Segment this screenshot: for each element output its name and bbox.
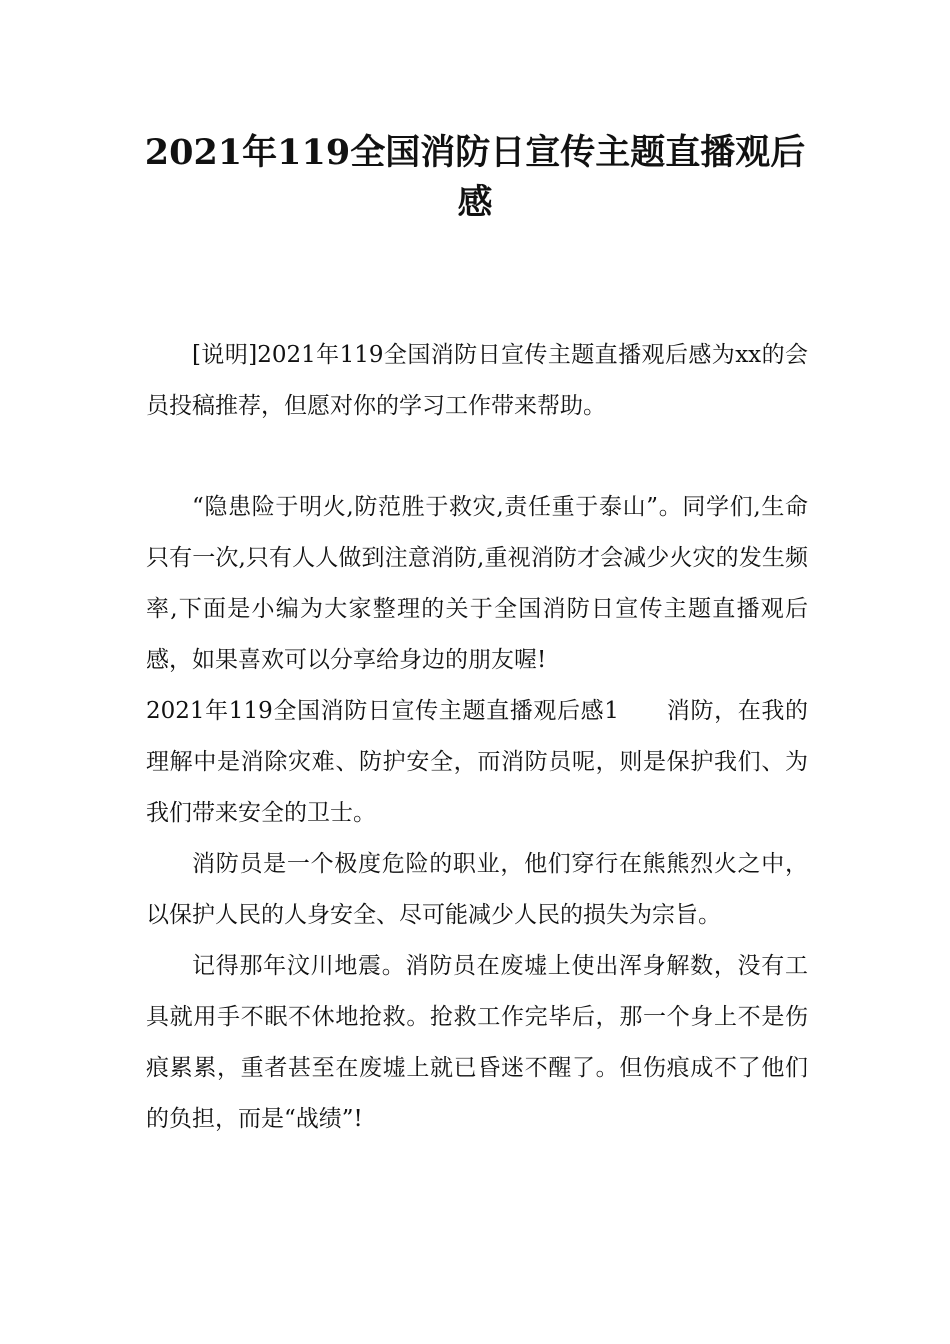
body-paragraph: 记得那年汶川地震。消防员在废墟上使出浑身解数，没有工具就用手不眠不休地抢救。抢救工作完毕后，那一个身上不是伤痕累累，重者甚至在废墟上就已昏迷不醒了。但伤痕成不了他们的负担，而是“战绩”! — [146, 953, 808, 1132]
opening-paragraph: “隐患险于明火,防范胜于救灾,责任重于泰山”。同学们,生命只有一次,只有人人做到注意消防,重视消防才会减少火灾的发生频率,下面是小编为大家整理的关于全国消防日宣传主题直播观后感，如果喜欢可以分享给身边的朋友喔! — [146, 494, 808, 673]
section-heading-paragraph: 2021年119全国消防日宣传主题直播观后感1 消防，在我的理解中是消除灾难、防护安全，而消防员呢，则是保护我们、为我们带来安全的卫士。 — [146, 698, 808, 826]
document-title: 2021年119全国消防日宣传主题直播观后感 — [144, 132, 806, 223]
body-paragraph: 消防员是一个极度危险的职业，他们穿行在熊熊烈火之中，以保护人民的人身安全、尽可能减少人民的损失为宗旨。 — [146, 851, 808, 928]
intro-note-paragraph: [说明]2021年119全国消防日宣传主题直播观后感为xx的会员投稿推荐，但愿对你的学习工作带来帮助。 — [146, 342, 808, 419]
document-body — [146, 330, 808, 1145]
